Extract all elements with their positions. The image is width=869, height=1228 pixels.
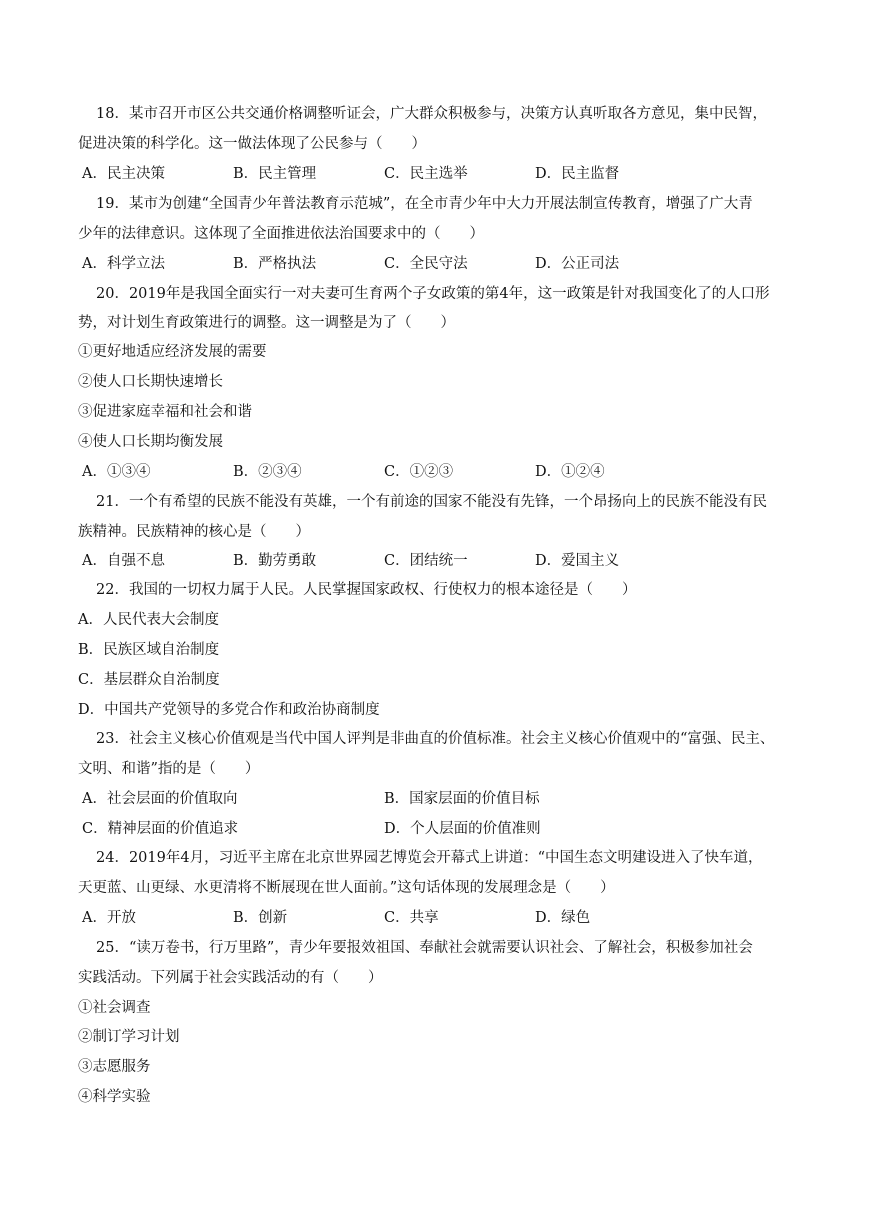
question-25-item-1: ①社会调查 xyxy=(78,1000,151,1016)
question-24-option-d: D．绿色 xyxy=(535,910,591,926)
question-25-item-2: ②制订学习计划 xyxy=(78,1029,180,1045)
question-24-option-b: B．创新 xyxy=(233,910,288,926)
question-20-option-a: A．①③④ xyxy=(82,464,151,480)
question-20-option-d: D．①②④ xyxy=(535,464,605,480)
question-23-option-b: B．国家层面的价值目标 xyxy=(384,791,540,807)
question-24-stem-line-2: 天更蓝、山更绿、水更清将不断展现在世人面前。”这句话体现的发展理念是（ ） xyxy=(78,880,615,896)
question-20-item-2: ②使人口长期快速增长 xyxy=(78,374,223,390)
question-18-stem-line-2: 促进决策的科学化。这一做法体现了公民参与（ ） xyxy=(78,136,426,152)
question-21-option-c: C．团结统一 xyxy=(384,553,468,569)
question-22-stem-line-1: 22．我国的一切权力属于人民。人民掌握国家政权、行使权力的根本途径是（ ） xyxy=(96,582,637,598)
question-21-stem-line-2: 族精神。民族精神的核心是（ ） xyxy=(78,524,310,540)
question-19-stem-line-1: 19．某市为创建“全国青少年普法教育示范城”，在全市青少年中大力开展法制宣传教育，增强了广大青 xyxy=(96,196,753,212)
question-20-option-b: B．②③④ xyxy=(233,464,302,480)
question-21-option-a: A．自强不息 xyxy=(82,553,165,569)
question-21-option-d: D．爱国主义 xyxy=(535,553,620,569)
question-19-stem-line-2: 少年的法律意识。这体现了全面推进依法治国要求中的（ ） xyxy=(78,226,484,242)
question-24-option-c: C．共享 xyxy=(384,910,439,926)
question-20-stem-line-1: 20．2019年是我国全面实行一对夫妻可生育两个子女政策的第4年，这一政策是针对我国变化了的人口形 xyxy=(96,286,770,302)
question-18-option-d: D．民主监督 xyxy=(535,166,620,182)
question-18-option-a: A．民主决策 xyxy=(82,166,165,182)
question-19-option-c: C．全民守法 xyxy=(384,256,468,272)
question-20-item-1: ①更好地适应经济发展的需要 xyxy=(78,344,267,360)
question-25-item-3: ③志愿服务 xyxy=(78,1059,151,1075)
question-23-option-d: D．个人层面的价值准则 xyxy=(384,821,541,837)
question-19-option-d: D．公正司法 xyxy=(535,256,620,272)
question-22-option-b: B．民族区域自治制度 xyxy=(78,642,220,658)
question-23-stem-line-2: 文明、和谐”指的是（ ） xyxy=(78,761,260,777)
question-22-option-a: A．人民代表大会制度 xyxy=(78,612,219,628)
question-20-item-3: ③促进家庭幸福和社会和谐 xyxy=(78,404,252,420)
question-24-stem-line-1: 24．2019年4月，习近平主席在北京世界园艺博览会开幕式上讲道：“中国生态文明建设进入了快车道， xyxy=(96,850,763,866)
question-19-option-b: B．严格执法 xyxy=(233,256,317,272)
question-18-stem-line-1: 18．某市召开市区公共交通价格调整听证会，广大群众积极参与，决策方认真听取各方意见，集中民智， xyxy=(96,106,767,122)
question-25-stem-line-2: 实践活动。下列属于社会实践活动的有（ ） xyxy=(78,970,383,986)
question-23-option-c: C．精神层面的价值追求 xyxy=(82,821,239,837)
question-21-option-b: B．勤劳勇敢 xyxy=(233,553,317,569)
question-23-option-a: A．社会层面的价值取向 xyxy=(82,791,238,807)
question-20-option-c: C．①②③ xyxy=(384,464,454,480)
question-18-option-c: C．民主选举 xyxy=(384,166,468,182)
question-25-item-4: ④科学实验 xyxy=(78,1089,151,1105)
question-20-stem-line-2: 势，对计划生育政策进行的调整。这一调整是为了（ ） xyxy=(78,315,455,331)
question-21-stem-line-1: 21．一个有希望的民族不能没有英雄，一个有前途的国家不能没有先锋，一个昂扬向上的民族不能没有民 xyxy=(96,494,767,510)
question-24-option-a: A．开放 xyxy=(82,910,136,926)
question-22-option-c: C．基层群众自治制度 xyxy=(78,672,220,688)
question-19-option-a: A．科学立法 xyxy=(82,256,165,272)
question-22-option-d: D．中国共产党领导的多党合作和政治协商制度 xyxy=(78,702,380,718)
question-20-item-4: ④使人口长期均衡发展 xyxy=(78,434,223,450)
question-23-stem-line-1: 23．社会主义核心价值观是当代中国人评判是非曲直的价值标准。社会主义核心价值观中的“富强、民主、 xyxy=(96,731,775,747)
question-18-option-b: B．民主管理 xyxy=(233,166,317,182)
question-25-stem-line-1: 25．“读万卷书，行万里路”，青少年要报效祖国、奉献社会就需要认识社会、了解社会，积极参加社会 xyxy=(96,940,753,956)
